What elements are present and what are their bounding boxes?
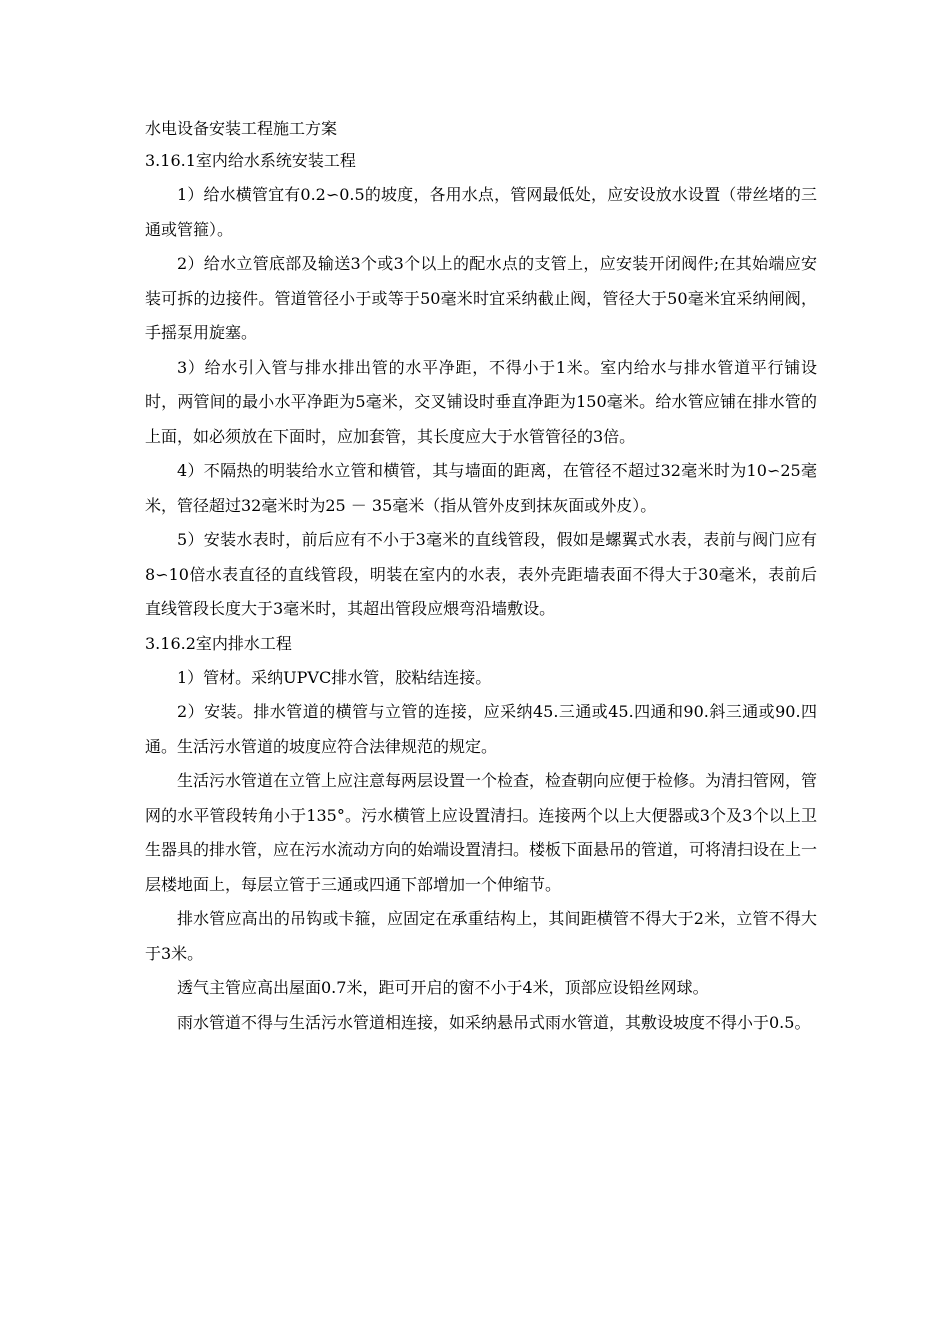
document-title: 水电设备安装工程施工方案 <box>145 119 338 138</box>
paragraph: 4）不隔热的明装给水立管和横管，其与墙面的距离，在管径不超过32毫米时为10∽25毫米，管径超过32毫米时为25 － 35毫米（指从管外皮到抹灰面或外皮）。 <box>145 461 817 515</box>
paragraph: 1）给水横管宜有0.2∽0.5的坡度，各用水点，管网最低处，应安设放水设置（带丝堵的三通或管箍）。 <box>145 185 817 239</box>
paragraph: 透气主管应高出屋面0.7米，距可开启的窗不小于4米，顶部应设铅丝网球。 <box>177 978 709 997</box>
section-heading-3-16-1: 3.16.1室内给水系统安装工程 <box>145 151 356 170</box>
paragraph: 生活污水管道在立管上应注意每两层设置一个检查，检查朝向应便于检修。为清扫管网，管网的水平管段转角小于135°。污水横管上应设置清扫。连接两个以上大便器或3个及3个以上卫生器具的排水管，应在污水流动方向的始端设置清扫。楼板下面悬吊的管道，可将清扫设在上一层楼地面上，每层立管于三通或四通下部增加一个伸缩节。 <box>145 771 818 894</box>
paragraph: 排水管应高出的吊钩或卡箍，应固定在承重结构上，其间距横管不得大于2米，立管不得大于3米。 <box>145 909 817 963</box>
paragraph: 5）安装水表时，前后应有不小于3毫米的直线管段，假如是螺翼式水表，表前与阀门应有8∽10倍水表直径的直线管段，明装在室内的水表，表外壳距墙表面不得大于30毫米，表前后直线管段长度大于3毫米时，其超出管段应煨弯沿墙敷设。 <box>145 530 817 618</box>
document-body <box>145 114 817 1040</box>
paragraph: 1）管材。采纳UPVC排水管，胶粘结连接。 <box>177 667 492 687</box>
section-heading-3-16-2: 3.16.2室内排水工程 <box>145 633 292 653</box>
paragraph: 2）安装。排水管道的横管与立管的连接，应采纳45.三通或45.四通和90.斜三通或90.四通。生活污水管道的坡度应符合法律规范的规定。 <box>145 702 817 756</box>
paragraph: 雨水管道不得与生活污水管道相连接，如采纳悬吊式雨水管道，其敷设坡度不得小于0.5。 <box>177 1012 811 1032</box>
paragraph: 3）给水引入管与排水排出管的水平净距，不得小于1米。室内给水与排水管道平行铺设时，两管间的最小水平净距为5毫米，交叉铺设时垂直净距为150毫米。给水管应铺在排水管的上面，如必须放在下面时，应加套管，其长度应大于水管管径的3倍。 <box>145 357 817 446</box>
paragraph: 2）给水立管底部及输送3个或3个以上的配水点的支管上，应安装开闭阀件;在其始端应安装可拆的边接件。管道管径小于或等于50毫米时宜采纳截止阀，管径大于50毫米宜采纳闸阀，手摇泵用旋塞。 <box>145 254 817 342</box>
